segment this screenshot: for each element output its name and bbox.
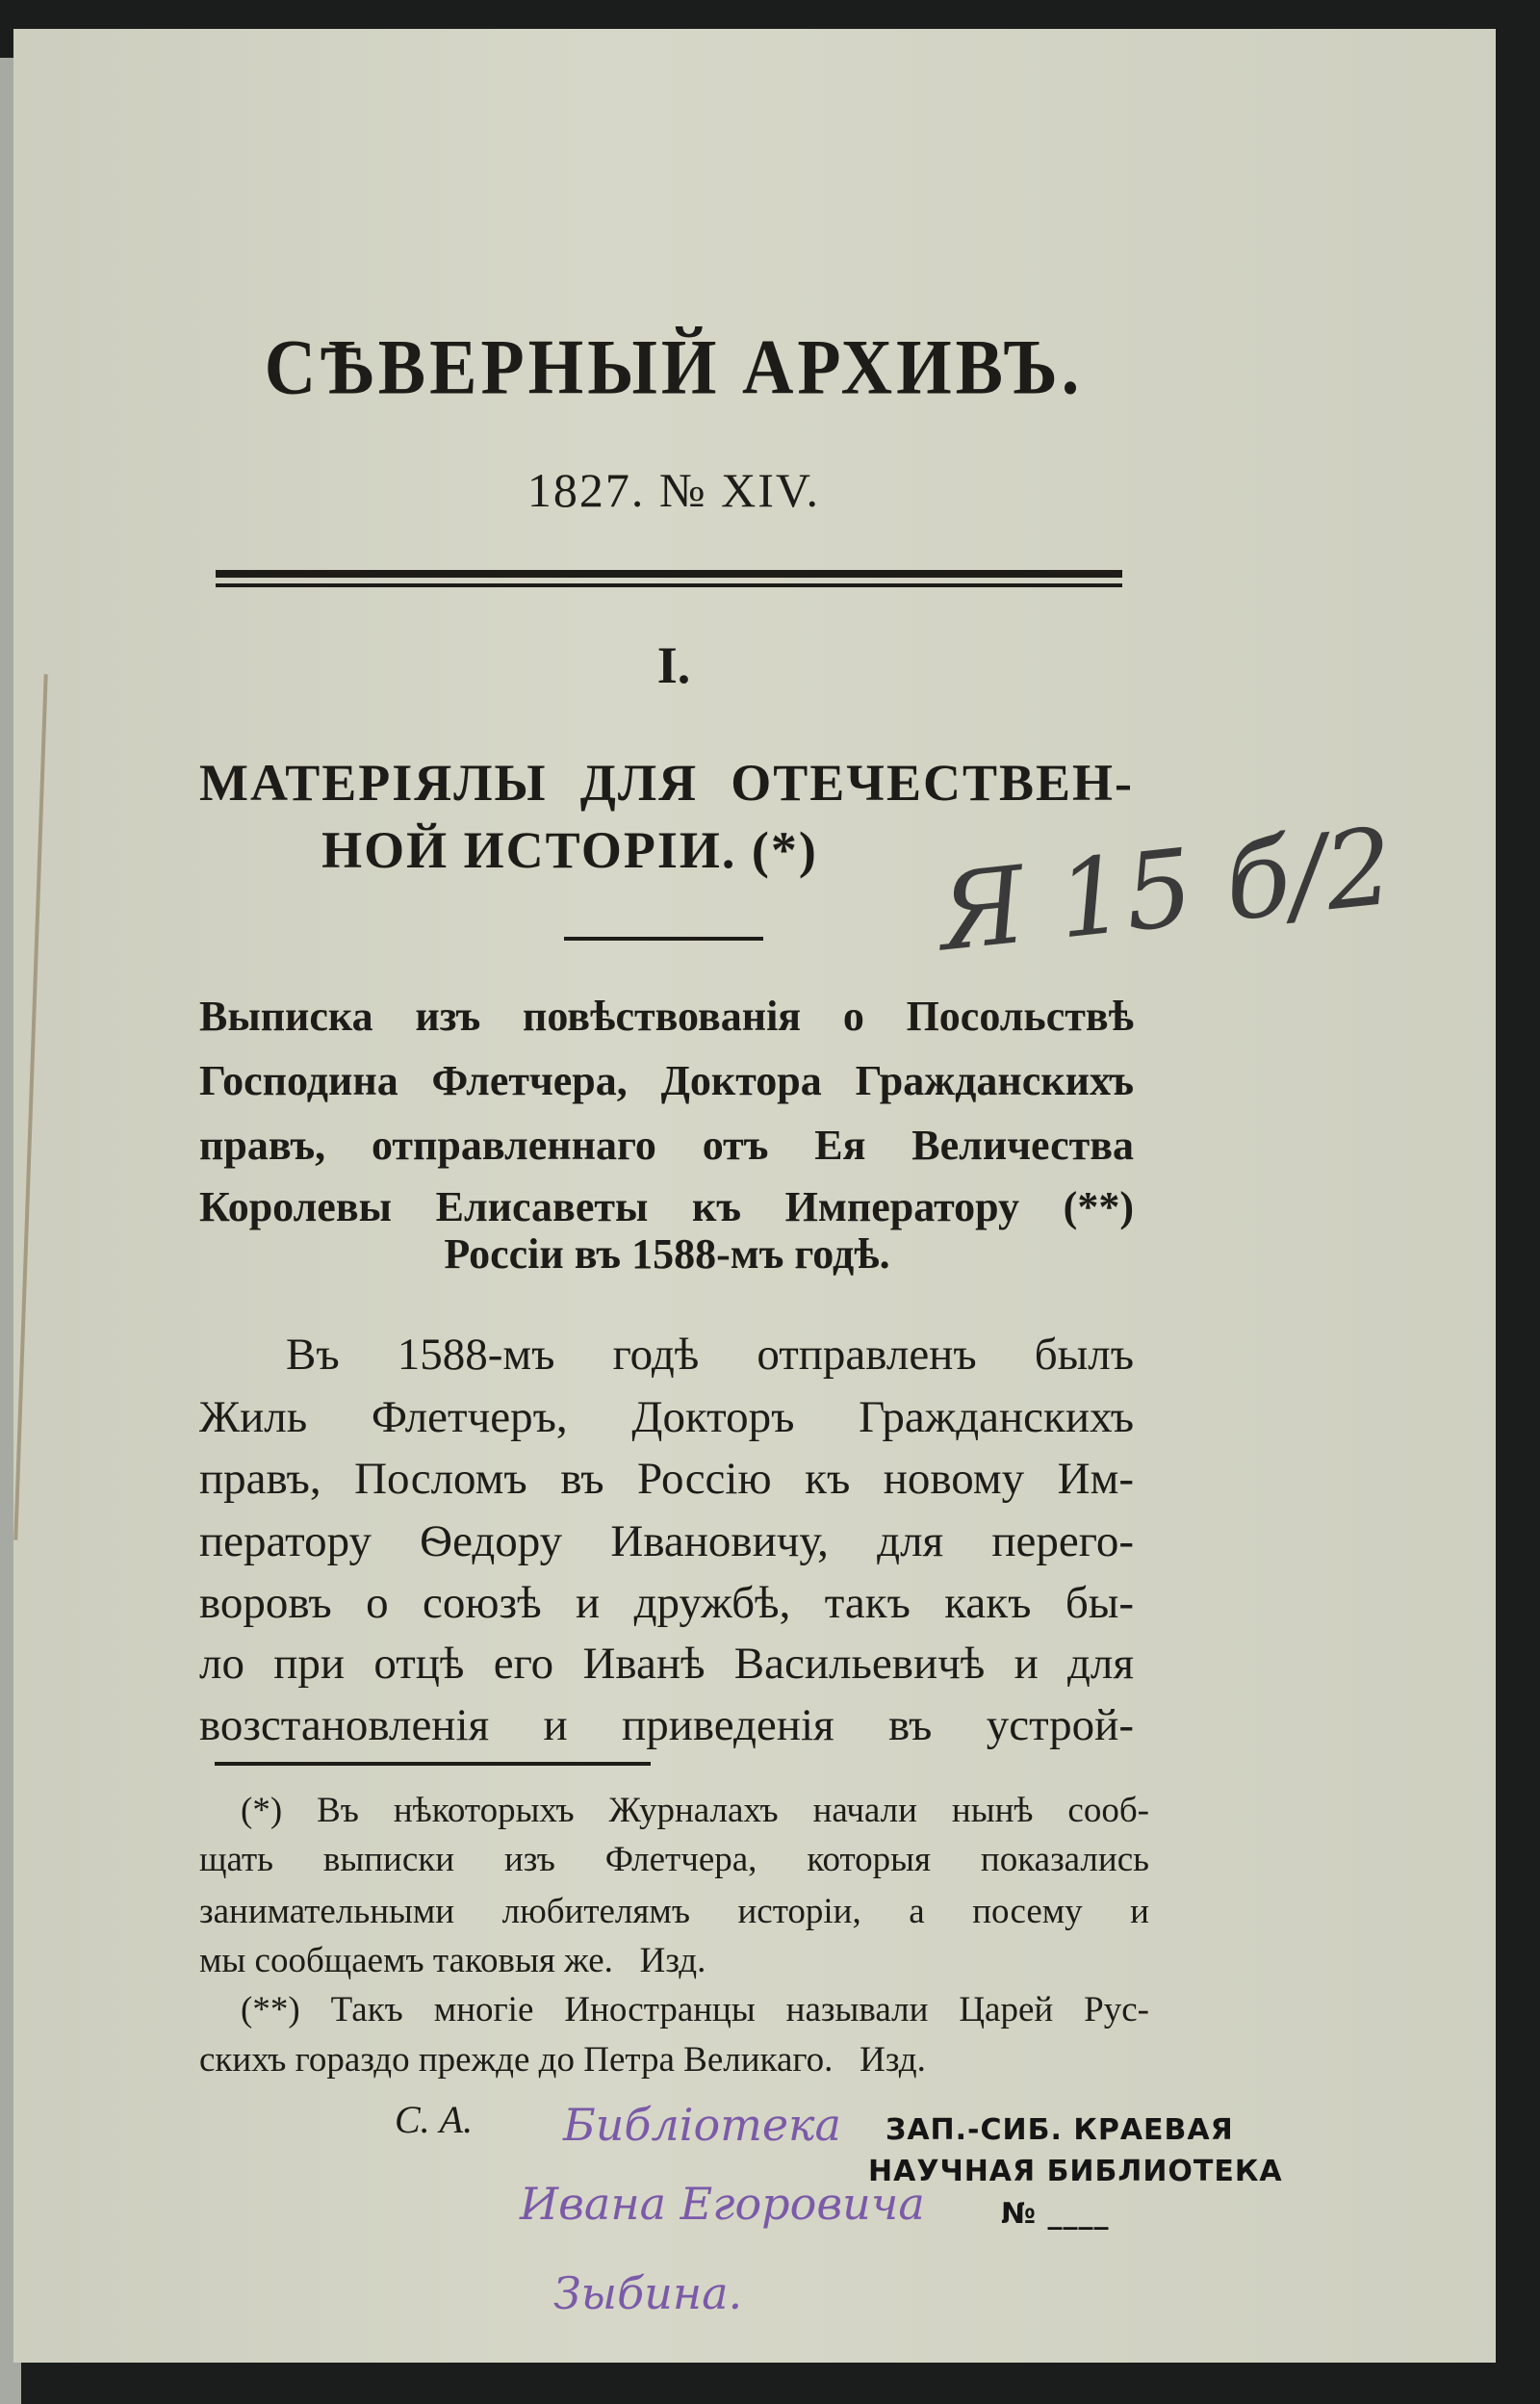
body-line: Въ 1588-мъ годѣ отправленъ былъ [286,1330,1134,1380]
owner-stamp-line: Ивана Егоровича [520,2178,925,2230]
footnote-line: мы сообщаемъ таковыя же. Изд. [199,1941,706,1980]
body-line: возстановленія и приведенія въ устрой- [199,1700,1134,1750]
double-rule-top [216,570,1122,578]
library-stamp-line: НАУЧНАЯ БИБЛИОТЕКА [868,2155,1283,2188]
issue-number: 1827. № XIV. [526,463,821,517]
footnote-line: занимательными любителямъ исторіи, а посему и [199,1892,1149,1931]
body-line: Жиль Флетчеръ, Докторъ Гражданскихъ [199,1392,1134,1442]
owner-stamp-line: Библіотека [563,2099,841,2151]
double-rule-bottom [216,583,1122,587]
subtitle-line: правъ, отправленнаго отъ Ея Величества [199,1122,1134,1169]
subtitle-line: Королевы Елисаветы къ Императору (**) [199,1183,1134,1230]
library-stamp-line: ЗАП.-СИБ. КРАЕВАЯ [886,2113,1234,2147]
body-line: ператору Ѳедору Ивановичу, для перего- [199,1516,1134,1566]
footnote-line: (*) Въ нѣкоторыхъ Журналахъ начали нынѣ сооб- [241,1791,1149,1830]
footnote-line: щать выписки изъ Флетчера, которыя показались [199,1840,1149,1879]
section-heading-line: МАТЕРІЯЛЫ ДЛЯ ОТЕЧЕСТВЕН- [199,754,1134,812]
owner-stamp-line: Зыбина. [553,2267,743,2319]
journal-title: СѢВЕРНЫЙ АРХИВЪ. [264,323,1084,412]
subtitle-line: Россіи въ 1588-мъ годѣ. [444,1230,890,1278]
signature-initials: С. А. [395,2098,474,2141]
subtitle-line: Выписка изъ повѣствованія о Посольствѣ [199,993,1134,1040]
footnote-line: скихъ гораздо прежде до Петра Великаго. Изд. [199,2040,926,2080]
handwritten-shelfmark: Я 15 б/2 [933,804,1399,975]
section-heading-line: НОЙ ИСТОРІИ. (*) [321,821,818,879]
subtitle-line: Господина Флетчера, Доктора Гражданскихъ [199,1057,1134,1104]
short-rule [564,937,763,941]
body-line: воровъ о союзѣ и дружбѣ, такъ какъ бы- [199,1578,1134,1628]
footnote-line: (**) Такъ многіе Иностранцы называли Царей Рус- [241,1990,1149,2029]
body-line: ло при отцѣ его Иванѣ Васильевичѣ и для [199,1639,1134,1689]
library-stamp-line: № ____ [1001,2197,1110,2231]
body-line: правъ, Посломъ въ Россію къ новому Им- [199,1454,1134,1504]
footnote-rule [215,1762,651,1766]
section-number: I. [656,636,691,694]
